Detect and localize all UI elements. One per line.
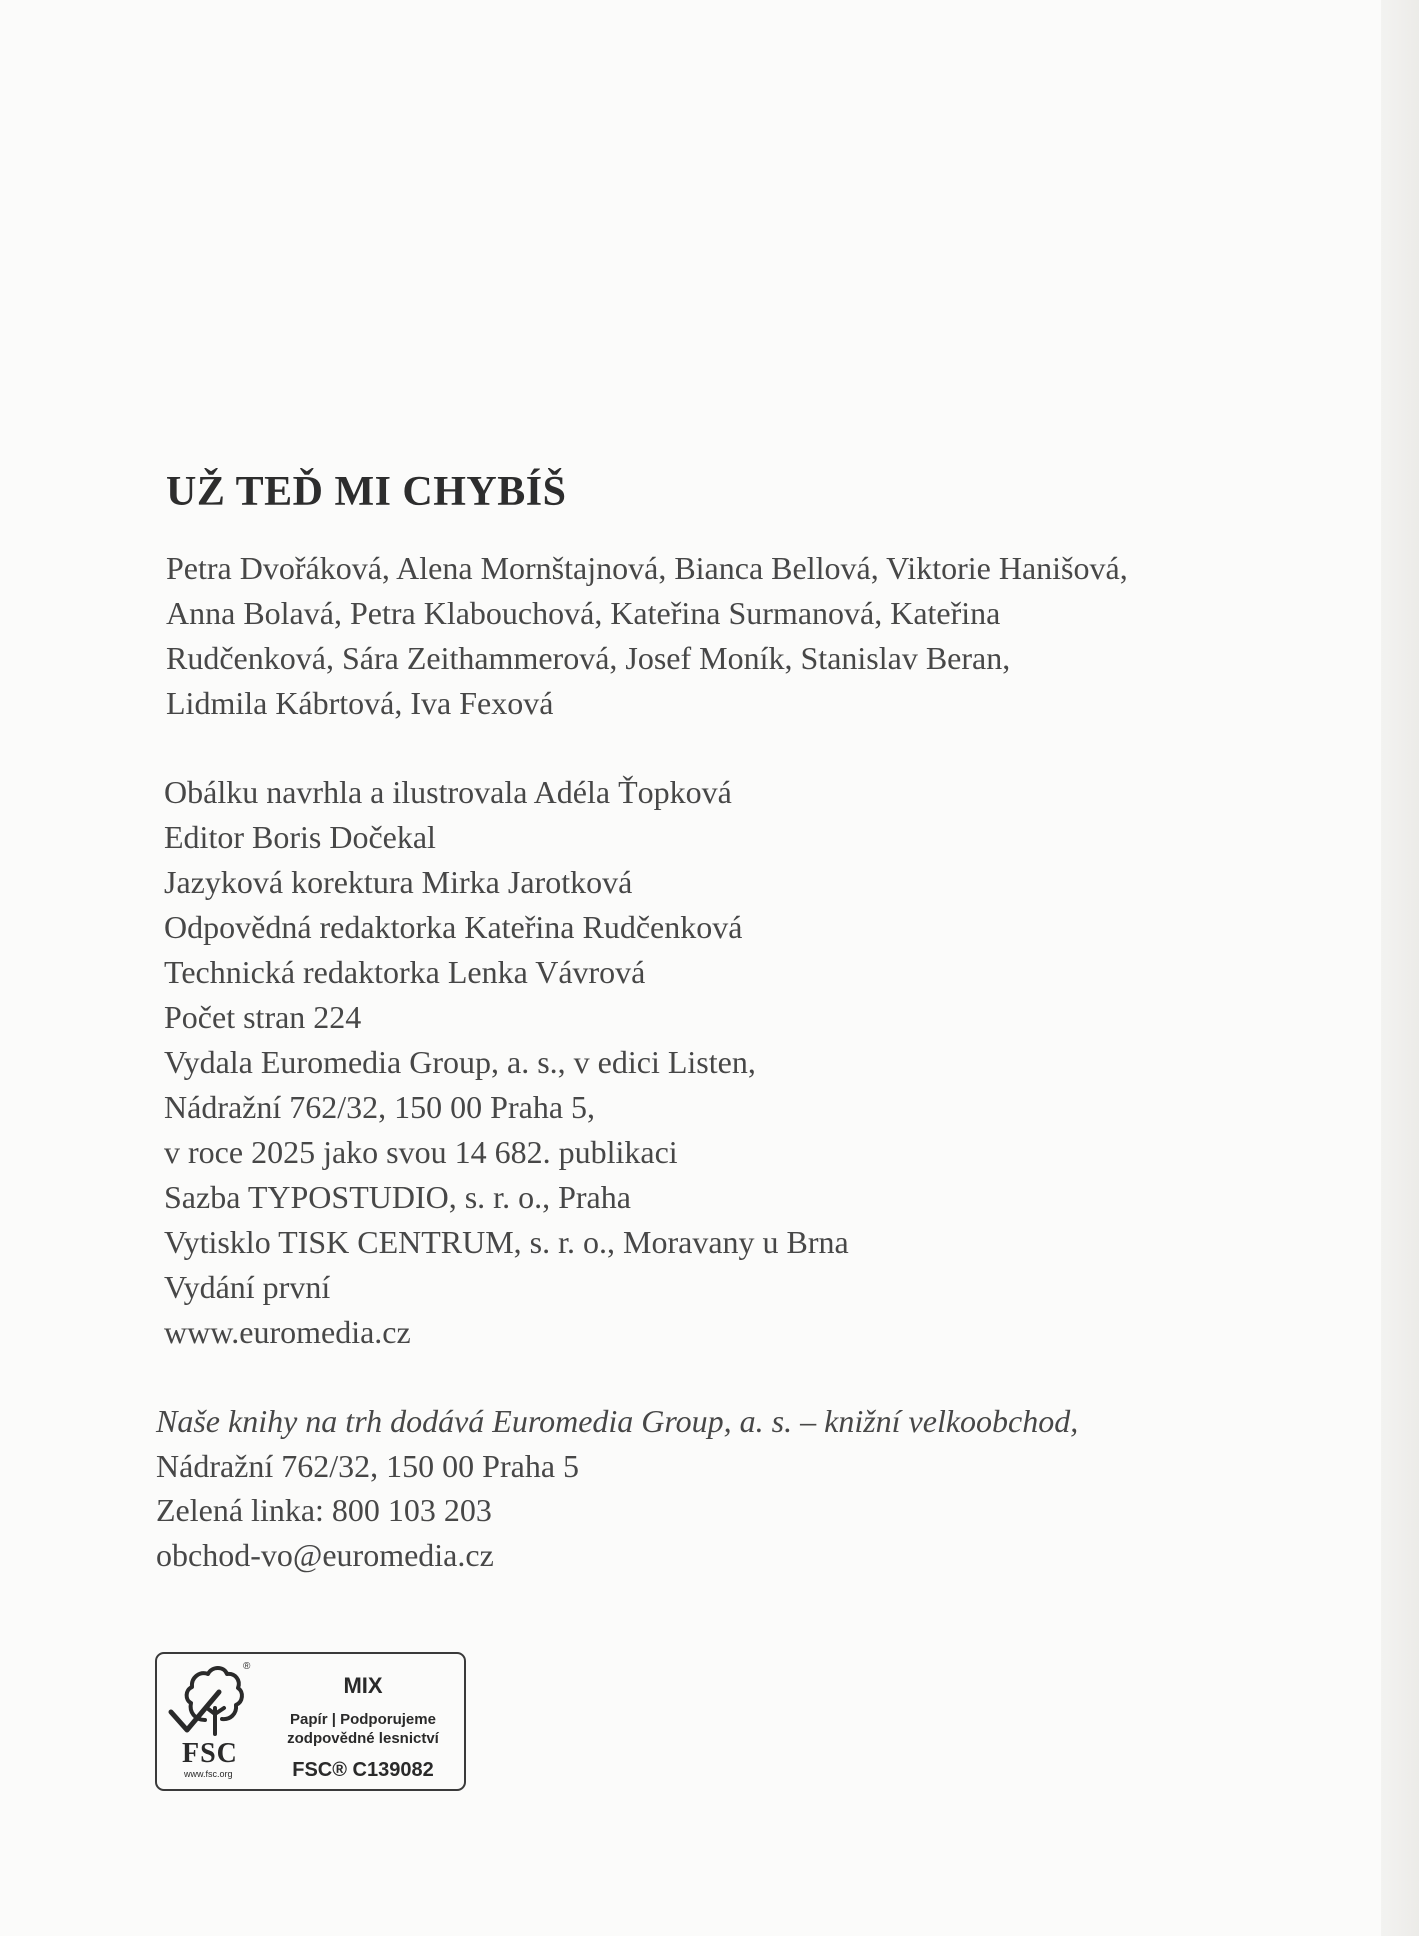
authors-block bbox=[166, 546, 1316, 726]
publication-year: v roce 2025 jako svou 14 682. publikaci bbox=[164, 1134, 678, 1170]
fsc-tree-checkmark-icon bbox=[167, 1662, 253, 1738]
credits-block bbox=[164, 770, 849, 1355]
publisher-line: Vydala Euromedia Group, a. s., v edici Listen, bbox=[164, 1044, 756, 1080]
editor-credit: Editor Boris Dočekal bbox=[164, 819, 436, 855]
page-edge-shadow bbox=[1381, 0, 1419, 1936]
technical-editor-credit: Technická redaktorka Lenka Vávrová bbox=[164, 954, 646, 990]
publisher-address: Nádražní 762/32, 150 00 Praha 5, bbox=[164, 1089, 596, 1125]
authors-line: Rudčenková, Sára Zeithammerová, Josef Moník, Stanislav Beran, bbox=[166, 640, 1011, 676]
distribution-block bbox=[156, 1399, 1078, 1577]
distribution-address: Nádražní 762/32, 150 00 Praha 5 bbox=[156, 1447, 580, 1484]
fsc-description-line: zodpovědné lesnictví bbox=[287, 1730, 439, 1747]
proofreading-credit: Jazyková korektura Mirka Jarotková bbox=[164, 864, 633, 900]
responsible-editor-credit: Odpovědná redaktorka Kateřina Rudčenková bbox=[164, 909, 743, 945]
fsc-license-code: FSC® C139082 bbox=[292, 1759, 434, 1781]
book-title: UŽ TEĎ MI CHYBÍŠ bbox=[166, 469, 567, 515]
page-count: Počet stran 224 bbox=[164, 999, 362, 1035]
distribution-email: obchod-vo@euromedia.cz bbox=[156, 1536, 494, 1573]
printing-credit: Vytisklo TISK CENTRUM, s. r. o., Moravany u Brna bbox=[164, 1224, 849, 1260]
fsc-wordmark: FSC bbox=[182, 1738, 238, 1769]
fsc-mix-label: MIX bbox=[343, 1673, 383, 1698]
distribution-phone: Zelená linka: 800 103 203 bbox=[156, 1492, 492, 1528]
fsc-description bbox=[260, 1710, 466, 1748]
authors-line: Petra Dvořáková, Alena Mornštajnová, Bianca Bellová, Viktorie Hanišová, bbox=[166, 550, 1128, 586]
authors-line: Lidmila Kábrtová, Iva Fexová bbox=[166, 685, 554, 721]
edition-line: Vydání první bbox=[164, 1269, 331, 1305]
fsc-description-line: Papír | Podporujeme bbox=[290, 1711, 436, 1728]
distribution-line: Naše knihy na trh dodává Euromedia Group, a. s. – knižní velkoobchod, bbox=[156, 1403, 1079, 1439]
typesetting-credit: Sazba TYPOSTUDIO, s. r. o., Praha bbox=[164, 1179, 631, 1215]
fsc-certification-logo bbox=[155, 1652, 466, 1791]
authors-line: Anna Bolavá, Petra Klabouchová, Kateřina Surmanová, Kateřina bbox=[166, 595, 1001, 631]
publisher-website: www.euromedia.cz bbox=[164, 1314, 411, 1350]
fsc-registered-mark: ® bbox=[243, 1661, 251, 1672]
fsc-url: www.fsc.org bbox=[184, 1769, 233, 1779]
cover-credit: Obálku navrhla a ilustrovala Adéla Ťopková bbox=[164, 774, 732, 810]
